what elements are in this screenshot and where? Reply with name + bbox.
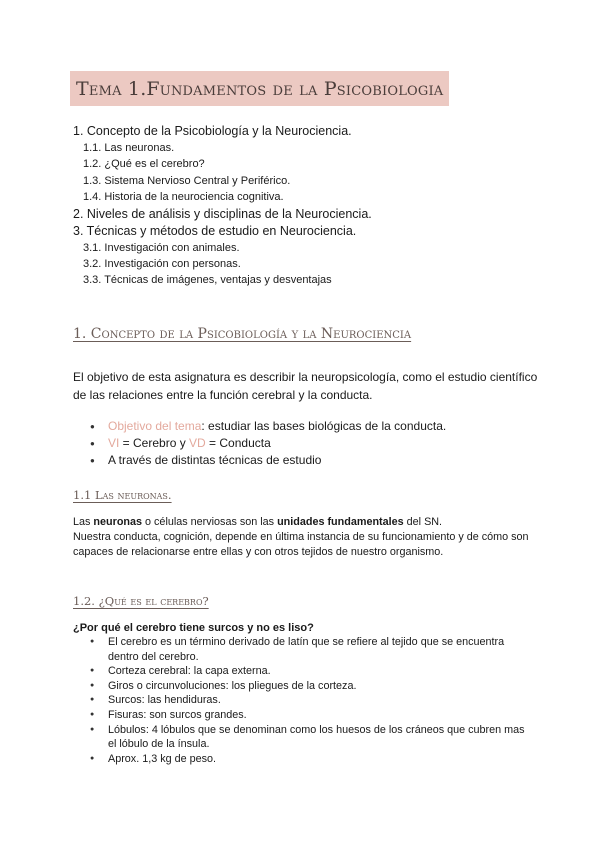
text-run: Las [73, 516, 94, 528]
toc-item: 1.4. Historia de la neurociencia cognitiva. [83, 191, 284, 204]
list-item: ● Corteza cerebral: la capa externa. [90, 664, 530, 679]
list-item: ● Aprox. 1,3 kg de peso. [90, 752, 530, 767]
list-item: ● Lóbulos: 4 lóbulos que se denominan como los huesos de los cráneos que cubren mas el lóbulo de la ínsula. [90, 723, 530, 752]
list-item: ● Fisuras: son surcos grandes. [90, 708, 530, 723]
toc-item: 1. Concepto de la Psicobiología y la Neurociencia. [73, 124, 352, 138]
list-item: ● El cerebro es un término derivado de latín que se refiere al tejido que se encuentra dentro del cerebro. [90, 635, 530, 664]
section-1-1-heading: 1.1 Las neuronas. [73, 488, 172, 502]
objective-text: : estudiar las bases biológicas de la conducta. [201, 419, 447, 433]
text-run: del SN. [403, 516, 443, 528]
table-of-contents [73, 123, 553, 289]
objective-label: Objetivo del tema [108, 419, 202, 433]
section-1-heading: 1. Concepto de la Psicobiología y la Neurociencia [73, 326, 412, 342]
vi-label: VI [108, 436, 120, 450]
section-1-2-heading: 1.2. ¿Qué es el cerebro? [73, 594, 209, 608]
toc-item: 1.3. Sistema Nervioso Central y Periférico. [83, 174, 291, 187]
toc-item: 1.2. ¿Qué es el cerebro? [83, 158, 205, 171]
text-run: Nuestra conducta, cognición, depende en última instancia de su funcionamiento y de cómo son capaces de relacionarse entre ellas y con otros tejidos de nuestro organismo. [73, 531, 529, 558]
toc-item: 3.2. Investigación con personas. [83, 258, 241, 271]
toc-item: 3. Técnicas y métodos de estudio en Neurociencia. [73, 223, 357, 238]
bold-term: neuronas [93, 516, 143, 528]
toc-item: 1.1. Las neuronas. [83, 142, 175, 154]
vd-text: = Conducta [205, 436, 271, 450]
list-item: ● Surcos: las hendiduras. [90, 693, 530, 708]
text-run: o células nerviosas son las [142, 516, 278, 528]
list-item [90, 435, 530, 452]
section-1-2-bullet-list [90, 635, 530, 766]
vi-text: = Cerebro y [119, 436, 190, 450]
question-heading: ¿Por qué el cerebro tiene surcos y no es liso? [73, 622, 314, 634]
list-item [90, 418, 530, 435]
toc-item: 2. Niveles de análisis y disciplinas de la Neurociencia. [73, 206, 372, 221]
vd-label: VD [189, 436, 206, 450]
toc-item: 3.1. Investigación con animales. [83, 241, 240, 254]
section-1-bullet-list [90, 418, 530, 469]
title-highlight [70, 71, 449, 106]
toc-item: 3.3. Técnicas de imágenes, ventajas y desventajas [83, 274, 332, 287]
section-1-1-paragraph [73, 515, 543, 560]
section-1-paragraph: El objetivo de esta asignatura es describir la neuropsicología, como el estudio científico de las relaciones entre la función cerebral y la conducta. [73, 370, 538, 402]
list-item: ● A través de distintas técnicas de estudio [90, 452, 530, 469]
list-item: ● Giros o circunvoluciones: los pliegues de la corteza. [90, 679, 530, 694]
page-title: Tema 1.Fundamentos de la Psicobiologia [76, 77, 444, 100]
bold-term: unidades fundamentales [277, 516, 404, 528]
